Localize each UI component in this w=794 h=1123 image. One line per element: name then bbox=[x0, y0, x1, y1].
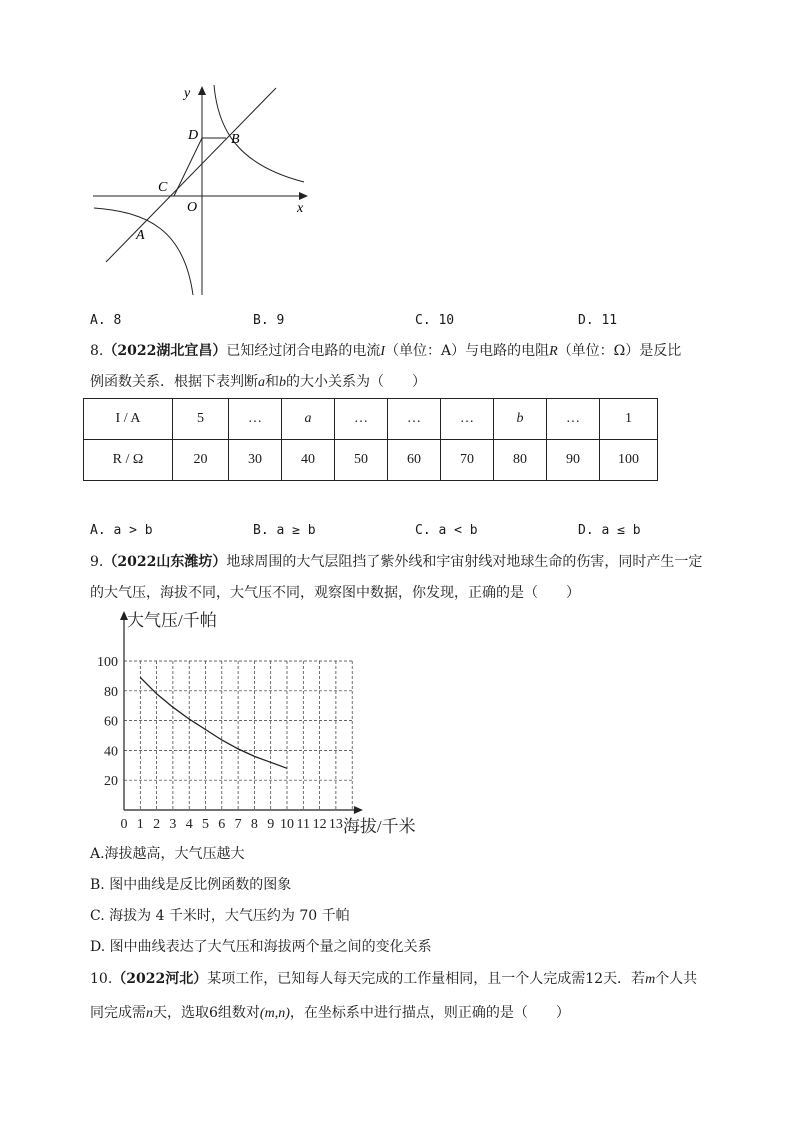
y-tick-label: 100 bbox=[97, 655, 118, 670]
table-cell: 20 bbox=[173, 440, 229, 481]
q9-number: 9. bbox=[90, 554, 104, 570]
q10-text: 组数对 bbox=[217, 1005, 260, 1021]
segment-cd bbox=[174, 138, 202, 196]
table-cell: … bbox=[229, 399, 282, 440]
x-axis-arrow bbox=[354, 806, 363, 814]
label-a: A bbox=[136, 228, 145, 243]
x-tick-label: 3 bbox=[169, 817, 177, 832]
q8-option-b[interactable]: B. a ≥ b bbox=[253, 523, 316, 538]
table-cell: … bbox=[335, 399, 388, 440]
q8-text: （单位：A）与电路的电阻 bbox=[385, 343, 550, 359]
q10-pair: (m,n) bbox=[259, 1006, 290, 1021]
q8-option-a[interactable]: A. a > b bbox=[90, 523, 153, 538]
x-tick-label: 4 bbox=[185, 817, 193, 832]
q8-line-2 bbox=[90, 373, 426, 392]
label-b: B bbox=[231, 132, 240, 147]
y-axis-arrow bbox=[198, 86, 206, 95]
x-tick-label: 1 bbox=[136, 817, 144, 832]
table-cell: a bbox=[282, 399, 335, 440]
label-x: x bbox=[297, 201, 304, 216]
x-tick-label: 6 bbox=[218, 817, 226, 832]
table-cell: 90 bbox=[547, 440, 600, 481]
q8-var-b: b bbox=[279, 375, 286, 390]
table-header-cell: I / A bbox=[84, 399, 173, 440]
current-resistance-table bbox=[83, 398, 658, 481]
x-tick-label: 11 bbox=[296, 817, 311, 832]
q8-var-i: I bbox=[380, 344, 385, 359]
y-tick-label: 80 bbox=[104, 684, 118, 700]
table-cell: 5 bbox=[173, 399, 229, 440]
q10-line-2 bbox=[90, 1004, 570, 1023]
q9-line-1 bbox=[90, 553, 702, 571]
q10-number-6: 6 bbox=[209, 1005, 218, 1021]
q8-line-1 bbox=[90, 342, 681, 361]
q9-option-d[interactable]: D. 图中曲线表达了大气压和海拔两个量之间的变化关系 bbox=[90, 939, 432, 955]
line-ab bbox=[106, 88, 276, 262]
x-tick-label: 7 bbox=[234, 817, 242, 832]
q10-var-m: m bbox=[645, 972, 656, 987]
q7-option-d[interactable]: D. 11 bbox=[578, 313, 618, 328]
y-tick-label: 20 bbox=[104, 774, 118, 790]
y-axis-label: 大气压/千帕 bbox=[127, 611, 217, 630]
q9-option-a[interactable]: A.海拔越高，大气压越大 bbox=[90, 846, 245, 862]
x-tick-label: 0 bbox=[120, 817, 128, 832]
table-cell: … bbox=[547, 399, 600, 440]
label-y: y bbox=[184, 86, 191, 101]
q8-option-c[interactable]: C. a < b bbox=[415, 523, 478, 538]
x-tick-label: 5 bbox=[202, 817, 209, 832]
q10-number: 10. bbox=[90, 971, 113, 987]
q10-text: 天，选取 bbox=[153, 1005, 209, 1021]
x-axis-arrow bbox=[299, 192, 308, 200]
table-cell: 60 bbox=[388, 440, 441, 481]
q9-text: 地球周围的大气层阻挡了紫外线和宇宙射线对地球生命的伤害，同时产生一定 bbox=[226, 554, 703, 570]
q7-option-c[interactable]: C. 10 bbox=[415, 313, 455, 328]
q8-var-a: a bbox=[258, 375, 265, 390]
x-tick-label: 9 bbox=[267, 817, 275, 832]
hyperbola-branch-lower bbox=[94, 208, 193, 295]
q10-text: 天．若 bbox=[603, 971, 646, 987]
q9-source: （2022山东潍坊） bbox=[103, 554, 227, 570]
table-header-cell: R / Ω bbox=[84, 440, 173, 481]
q8-number: 8. bbox=[90, 343, 104, 359]
q10-source: （2022河北） bbox=[112, 971, 208, 987]
x-tick-label: 12 bbox=[312, 817, 327, 832]
table-row bbox=[84, 399, 658, 440]
pressure-altitude-chart bbox=[90, 606, 450, 836]
q8-source: （2022湖北宜昌） bbox=[103, 343, 227, 359]
q8-text: 的大小关系为（ ） bbox=[286, 374, 426, 390]
q10-text: 个人共 bbox=[655, 971, 698, 987]
q9-option-b[interactable]: B. 图中曲线是反比例函数的图象 bbox=[90, 877, 292, 893]
hyperbola-branch-upper bbox=[214, 85, 304, 182]
q10-var-n: n bbox=[146, 1006, 153, 1021]
q10-line-1 bbox=[90, 970, 697, 989]
q10-text: 某项工作，已知每人每天完成的工作量相同，且一个人完成需 bbox=[207, 971, 586, 987]
table-cell: 1 bbox=[600, 399, 658, 440]
table-cell: 70 bbox=[441, 440, 494, 481]
q10-number-12: 12 bbox=[585, 971, 604, 987]
y-tick-label: 60 bbox=[104, 714, 118, 730]
label-c: C bbox=[158, 180, 168, 195]
q9-line-2: 的大气压，海拔不同，大气压不同，观察图中数据，你发现，正确的是（ ） bbox=[90, 585, 580, 601]
q8-text: 例函数关系．根据下表判断 bbox=[90, 374, 258, 390]
q8-option-d[interactable]: D. a ≤ b bbox=[578, 523, 641, 538]
q8-text: 已知经过闭合电路的电流 bbox=[226, 343, 381, 359]
q8-var-r: R bbox=[549, 344, 558, 359]
table-row bbox=[84, 440, 658, 481]
q10-text: ，在坐标系中进行描点，则正确的是（ ） bbox=[289, 1005, 570, 1021]
q8-text: （单位：Ω）是反比 bbox=[557, 343, 682, 359]
q8-text: 和 bbox=[265, 374, 279, 390]
q10-text: 同完成需 bbox=[90, 1005, 146, 1021]
table-cell: 100 bbox=[600, 440, 658, 481]
table-cell: b bbox=[494, 399, 547, 440]
label-o: O bbox=[187, 200, 198, 215]
q7-option-a[interactable]: A. 8 bbox=[90, 313, 122, 328]
x-tick-label: 2 bbox=[153, 817, 161, 832]
x-tick-label: 10 bbox=[280, 817, 294, 832]
table-cell: 40 bbox=[282, 440, 335, 481]
q7-option-b[interactable]: B. 9 bbox=[253, 313, 285, 328]
x-tick-label: 8 bbox=[250, 817, 258, 832]
table-cell: 30 bbox=[229, 440, 282, 481]
x-axis-label: 海拔/千米 bbox=[342, 817, 416, 836]
table-cell: 80 bbox=[494, 440, 547, 481]
label-d: D bbox=[188, 128, 199, 143]
y-tick-label: 40 bbox=[104, 744, 118, 760]
x-tick-label: 13 bbox=[328, 817, 343, 832]
table-cell: … bbox=[388, 399, 441, 440]
hyperbola-figure bbox=[88, 80, 318, 300]
table-cell: 50 bbox=[335, 440, 388, 481]
table-cell: … bbox=[441, 399, 494, 440]
q9-option-c[interactable]: C. 海拔为 4 千米时，大气压约为 70 千帕 bbox=[90, 908, 350, 924]
